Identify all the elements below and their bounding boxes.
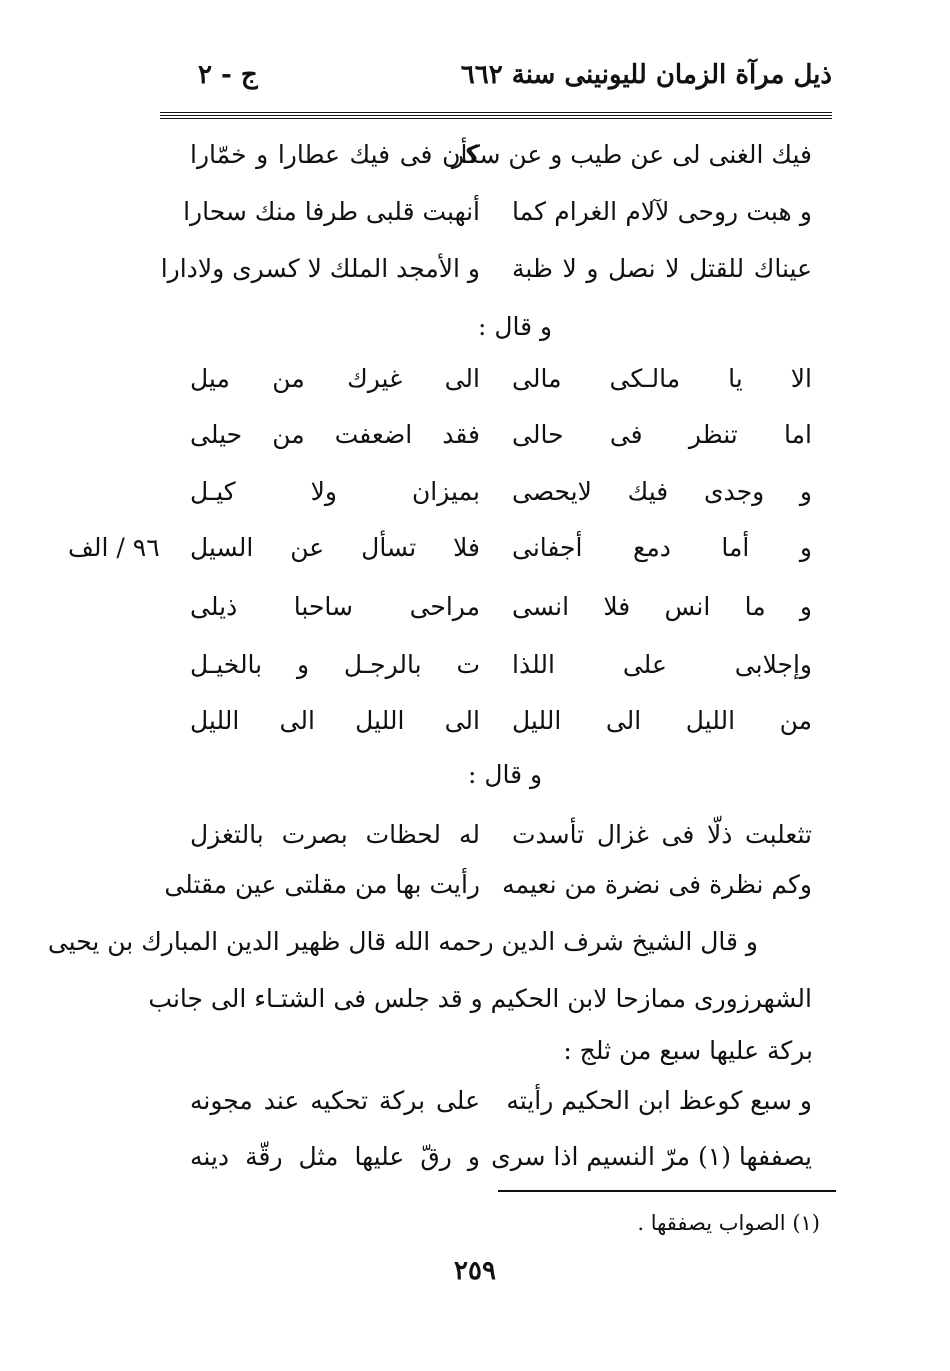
hemistich-first: عيناك للقتل لا نصل و لا ظبة bbox=[512, 254, 812, 283]
hemistich-second: كأن فى فيك عطارا و خمّارا bbox=[190, 140, 480, 169]
footnote-rule bbox=[498, 1190, 836, 1192]
verse-line bbox=[164, 868, 812, 902]
hemistich-first: يصففها (١) مرّ النسيم اذا سرى bbox=[491, 1142, 812, 1171]
hemistich-second: الى الليل الى الليل bbox=[190, 706, 480, 735]
verse-line bbox=[190, 138, 812, 172]
hemistich-second: أنهبت قلبى طرفا منك سحارا bbox=[183, 197, 480, 226]
hemistich-second: على بركة تحكيه عند مجونه bbox=[190, 1086, 480, 1115]
verse-line bbox=[190, 704, 812, 738]
page-number: ٢٥٩ bbox=[454, 1256, 496, 1286]
verse-line bbox=[190, 362, 812, 396]
hemistich-first: فيك الغنى لى عن طيب و عن سكر bbox=[451, 140, 812, 169]
section-said: و قال : bbox=[478, 312, 553, 341]
hemistich-first: و هبت روحى لآلام الغرام كما bbox=[512, 197, 812, 226]
verse-line bbox=[190, 818, 812, 852]
verse-line bbox=[190, 1140, 812, 1174]
running-header bbox=[160, 52, 832, 98]
hemistich-first: من الليل الى الليل bbox=[512, 706, 812, 735]
hemistich-first: و سبع كوعظ ابن الحكيم رأيته bbox=[506, 1086, 812, 1115]
verse-line bbox=[190, 475, 812, 509]
hemistich-first: الا يا مالـكى مالى bbox=[512, 364, 812, 393]
hemistich-first: و وجدى فيك لايحصى bbox=[512, 477, 812, 506]
hemistich-second: و رقّ عليها مثل رقّة دينه bbox=[190, 1142, 480, 1171]
section-said: و قال : bbox=[468, 760, 543, 789]
hemistich-second: الى غيرك من ميل bbox=[190, 364, 480, 393]
verse-line bbox=[183, 195, 812, 229]
verse-line bbox=[190, 648, 812, 682]
hemistich-second: بميزان ولا كيـل bbox=[190, 477, 480, 506]
hemistich-first: و ما انس فلا انسى bbox=[512, 592, 812, 621]
hemistich-first: و أما دمع أجفانى bbox=[512, 533, 812, 562]
hemistich-second: له لحظات بصرت بالتغزل bbox=[190, 820, 480, 849]
verse-line bbox=[190, 590, 812, 624]
hemistich-first: وكم نظرة فى نضرة من نعيمه bbox=[502, 870, 812, 899]
folio-marginal-note: ٩٦ / الف bbox=[68, 533, 160, 562]
prose-line: الشهرزورى ممازحا لابن الحكيم و قد جلس فى الشتـاء الى جانب bbox=[148, 984, 812, 1013]
hemistich-second: مراحى ساحبا ذيلى bbox=[190, 592, 480, 621]
prose-line: و قال الشيخ شرف الدين رحمه الله قال ظهير الدين المبارك بن يحيى bbox=[47, 927, 758, 956]
running-title: ذيل مرآة الزمان لليونينى سنة ٦٦٢ bbox=[460, 60, 832, 90]
prose-line: بركة عليها سبع من ثلج : bbox=[563, 1036, 813, 1065]
footnote: (١) الصواب يصفقها . bbox=[637, 1211, 820, 1235]
hemistich-first: وإجلابى على اللذا bbox=[512, 650, 812, 679]
verse-line bbox=[190, 1084, 812, 1118]
hemistich-second: ت بالرجـل و بالخيـل bbox=[190, 650, 480, 679]
hemistich-first: تثعلبت ذلّا فى غزال تأسدت bbox=[512, 820, 812, 849]
hemistich-first: اما تنظر فى حالى bbox=[512, 420, 812, 449]
hemistich-second: فقد اضعفت من حيلى bbox=[190, 420, 480, 449]
hemistich-second: و الأمجد الملك لا كسرى ولادارا bbox=[160, 254, 480, 283]
verse-line bbox=[190, 531, 812, 565]
hemistich-second: رأيت بها من مقلتى عين مقتلى bbox=[164, 870, 480, 899]
header-rule bbox=[160, 112, 832, 119]
verse-line bbox=[190, 418, 812, 452]
volume-label: ج - ٢ bbox=[198, 60, 258, 90]
verse-line bbox=[160, 252, 812, 286]
hemistich-second: فلا تسأل عن السيل bbox=[190, 533, 480, 562]
